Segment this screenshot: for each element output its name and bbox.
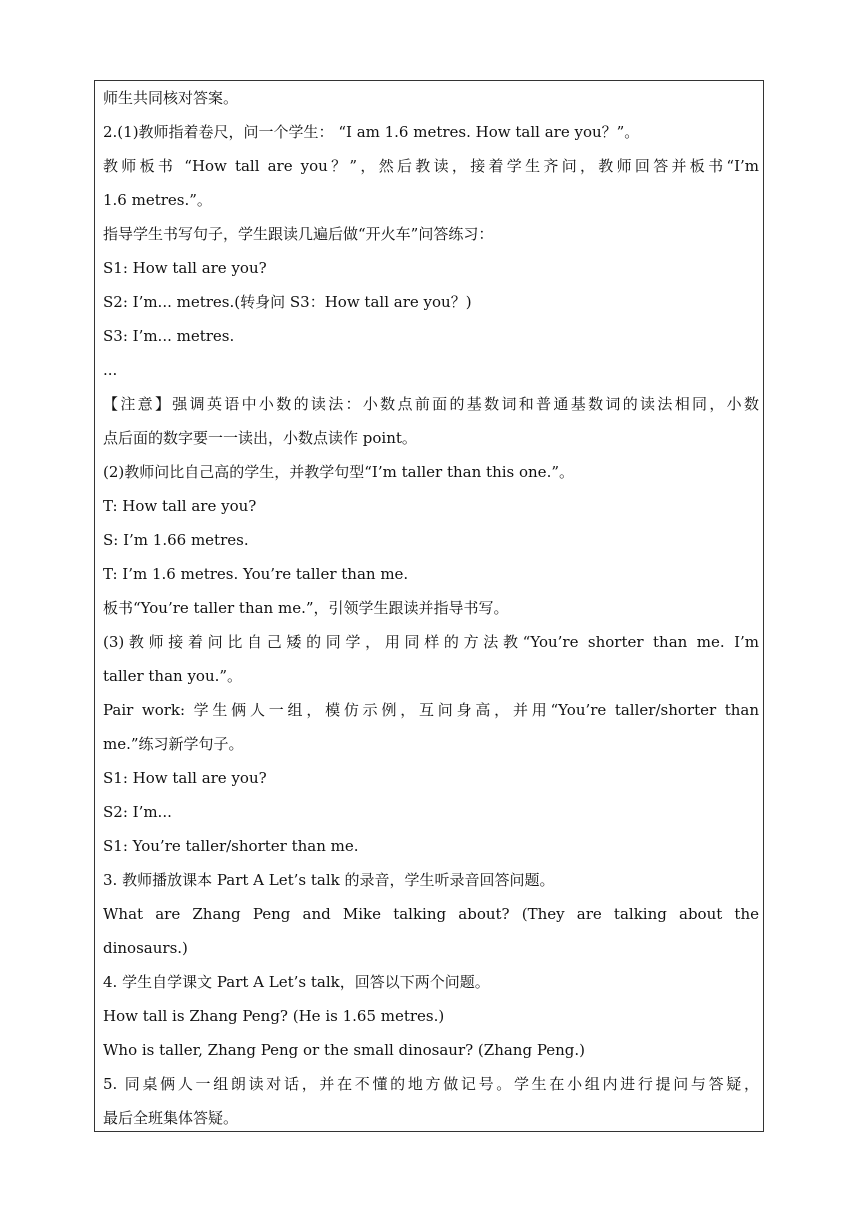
text-line: 最后全班集体答疑。 bbox=[103, 1109, 239, 1127]
text-line: (2)教师问比自己高的学生，并教学句型“I’m taller than this one.”。 bbox=[103, 463, 575, 481]
text-line: 指导学生书写句子，学生跟读几遍后做“开火车”问答练习： bbox=[103, 225, 494, 243]
text-line: S1: How tall are you? bbox=[103, 769, 267, 787]
text-line: S2: I’m... bbox=[103, 803, 172, 821]
text-line: What are Zhang Peng and Mike talking about? (They are talking about the bbox=[103, 905, 759, 923]
text-line: T: How tall are you? bbox=[103, 497, 257, 515]
text-line: S3: I’m... metres. bbox=[103, 327, 235, 345]
lesson-table-cell bbox=[94, 80, 764, 1132]
text-line: me.”练习新学句子。 bbox=[103, 735, 244, 753]
text-line: 4. 学生自学课文 Part A Let’s talk，回答以下两个问题。 bbox=[103, 973, 490, 991]
text-line: 5. 同桌俩人一组朗读对话，并在不懂的地方做记号。学生在小组内进行提问与答疑， bbox=[103, 1075, 759, 1093]
text-line: dinosaurs.) bbox=[103, 939, 188, 957]
text-line: taller than you.”。 bbox=[103, 667, 243, 685]
text-line: 板书“You’re taller than me.”，引领学生跟读并指导书写。 bbox=[103, 599, 509, 617]
text-line: S: I’m 1.66 metres. bbox=[103, 531, 249, 549]
text-line: 【注意】强调英语中小数的读法：小数点前面的基数词和普通基数词的读法相同，小数 bbox=[103, 395, 759, 413]
text-line: S1: How tall are you? bbox=[103, 259, 267, 277]
text-line: Pair work: 学生俩人一组，模仿示例，互问身高，并用“You’re taller/shorter than bbox=[103, 701, 759, 719]
lesson-text-block bbox=[103, 81, 759, 1135]
text-line: S1: You’re taller/shorter than me. bbox=[103, 837, 359, 855]
text-line: 教师板书 “How tall are you？”，然后教读，接着学生齐问，教师回答并板书“I’m bbox=[103, 157, 759, 175]
text-line: 点后面的数字要一一读出，小数点读作 point。 bbox=[103, 429, 417, 447]
text-line: 1.6 metres.”。 bbox=[103, 191, 212, 209]
text-line: Who is taller, Zhang Peng or the small dinosaur? (Zhang Peng.) bbox=[103, 1041, 586, 1059]
text-line: 3. 教师播放课本 Part A Let’s talk 的录音，学生听录音回答问题。 bbox=[103, 871, 555, 889]
text-line: (3)教师接着问比自己矮的同学，用同样的方法教“You’re shorter than me. I’m bbox=[103, 633, 759, 651]
text-line: S2: I’m... metres.(转身问 S3：How tall are you？) bbox=[103, 293, 472, 311]
text-line: T: I’m 1.6 metres. You’re taller than me. bbox=[103, 565, 409, 583]
text-line: How tall is Zhang Peng? (He is 1.65 metres.) bbox=[103, 1007, 445, 1025]
text-line: ... bbox=[103, 361, 118, 379]
text-line: 2.(1)教师指着卷尺，问一个学生： “I am 1.6 metres. How tall are you？”。 bbox=[103, 123, 640, 141]
text-line: 师生共同核对答案。 bbox=[103, 89, 239, 107]
